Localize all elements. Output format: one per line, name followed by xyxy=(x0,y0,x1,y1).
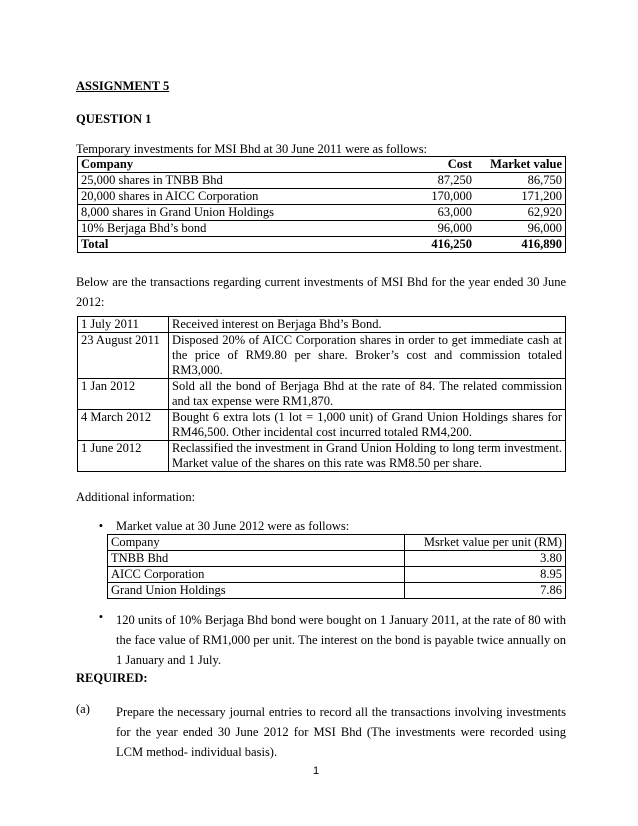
table-row xyxy=(78,317,566,333)
cell-company: 20,000 shares in AICC Corporation xyxy=(78,189,385,205)
cell-market-value: 96,000 xyxy=(475,221,566,237)
intro-text: Temporary investments for MSI Bhd at 30 June 2011 were as follows: xyxy=(76,142,428,156)
table-header-row xyxy=(78,157,566,173)
transaction-date: 23 August 2011 xyxy=(78,333,169,379)
bullet-text-bond: 120 units of 10% Berjaga Bhd bond were bought on 1 January 2011, at the rate of 80 with the face value of RM1,000 per unit. The interest on the bond is payable twice annually on 1 January and 1 July. xyxy=(116,613,566,667)
table-row xyxy=(78,441,566,472)
transaction-date: 1 June 2012 xyxy=(78,441,169,472)
transaction-date: 1 July 2011 xyxy=(78,317,169,333)
page-number: 1 xyxy=(313,765,320,777)
transactions-intro: Below are the transactions regarding current investments of MSI Bhd for the year ended 30 June 2012: xyxy=(76,275,566,309)
cell-cost: 63,000 xyxy=(384,205,475,221)
cell-market-value: 86,750 xyxy=(475,173,566,189)
cell-company: TNBB Bhd xyxy=(108,551,405,567)
header-company: Company xyxy=(78,157,385,173)
table-row xyxy=(78,189,566,205)
required-item-label: (a) xyxy=(76,702,90,716)
cell-company: 25,000 shares in TNBB Bhd xyxy=(78,173,385,189)
cell-market-value: 7.86 xyxy=(405,583,566,599)
transaction-text: Bought 6 extra lots (1 lot = 1,000 unit) of Grand Union Holdings shares for RM46,500. Other incidental cost incurred totaled RM4,200. xyxy=(169,410,566,441)
required-item-text: Prepare the necessary journal entries to record all the transactions involving investments for the year ended 30 June 2012 for MSI Bhd (The investments were recorded using LCM method- individual basis). xyxy=(116,705,566,759)
cell-market-value: 171,200 xyxy=(475,189,566,205)
header-cost: Cost xyxy=(384,157,475,173)
cell-cost: 87,250 xyxy=(384,173,475,189)
header-market-value-per-unit: Msrket value per unit (RM) xyxy=(405,535,566,551)
header-company: Company xyxy=(108,535,405,551)
table-row xyxy=(78,333,566,379)
required-heading: REQUIRED: xyxy=(76,671,148,685)
cell-company: AICC Corporation xyxy=(108,567,405,583)
question-title: QUESTION 1 xyxy=(76,112,152,126)
cell-market-value: 3.80 xyxy=(405,551,566,567)
table-row xyxy=(78,173,566,189)
bullet-text-market-value: Market value at 30 June 2012 were as follows: xyxy=(116,519,350,533)
table-row xyxy=(78,205,566,221)
bullet-icon: • xyxy=(98,610,104,624)
investments-table xyxy=(77,156,566,253)
market-value-table xyxy=(107,534,566,599)
total-market-value: 416,890 xyxy=(475,237,566,253)
table-row xyxy=(78,221,566,237)
cell-market-value: 8.95 xyxy=(405,567,566,583)
assignment-heading: ASSIGNMENT 5 xyxy=(76,79,170,93)
table-row xyxy=(78,379,566,410)
table-row xyxy=(78,410,566,441)
cell-company: Grand Union Holdings xyxy=(108,583,405,599)
table-total-row xyxy=(78,237,566,253)
bullet-icon: • xyxy=(98,519,104,533)
header-market-value: Market value xyxy=(475,157,566,173)
transactions-table xyxy=(77,316,566,472)
cell-market-value: 62,920 xyxy=(475,205,566,221)
table-header-row xyxy=(108,535,566,551)
table-row xyxy=(108,551,566,567)
transaction-date: 4 March 2012 xyxy=(78,410,169,441)
cell-cost: 170,000 xyxy=(384,189,475,205)
table-row xyxy=(108,567,566,583)
cell-company: 8,000 shares in Grand Union Holdings xyxy=(78,205,385,221)
cell-company: 10% Berjaga Bhd’s bond xyxy=(78,221,385,237)
cell-cost: 96,000 xyxy=(384,221,475,237)
transaction-text: Sold all the bond of Berjaga Bhd at the rate of 84. The related commission and tax expense were RM1,870. xyxy=(169,379,566,410)
table-row xyxy=(108,583,566,599)
transaction-date: 1 Jan 2012 xyxy=(78,379,169,410)
additional-info-label: Additional information: xyxy=(76,490,196,504)
transaction-text: Disposed 20% of AICC Corporation shares in order to get immediate cash at the price of RM9.80 per share. Broker’s cost and commission totaled RM3,000. xyxy=(169,333,566,379)
total-label: Total xyxy=(78,237,385,253)
total-cost: 416,250 xyxy=(384,237,475,253)
transaction-text: Reclassified the investment in Grand Union Holding to long term investment. Market value of the shares on this rate was RM8.50 per share. xyxy=(169,441,566,472)
transaction-text: Received interest on Berjaga Bhd’s Bond. xyxy=(169,317,566,333)
